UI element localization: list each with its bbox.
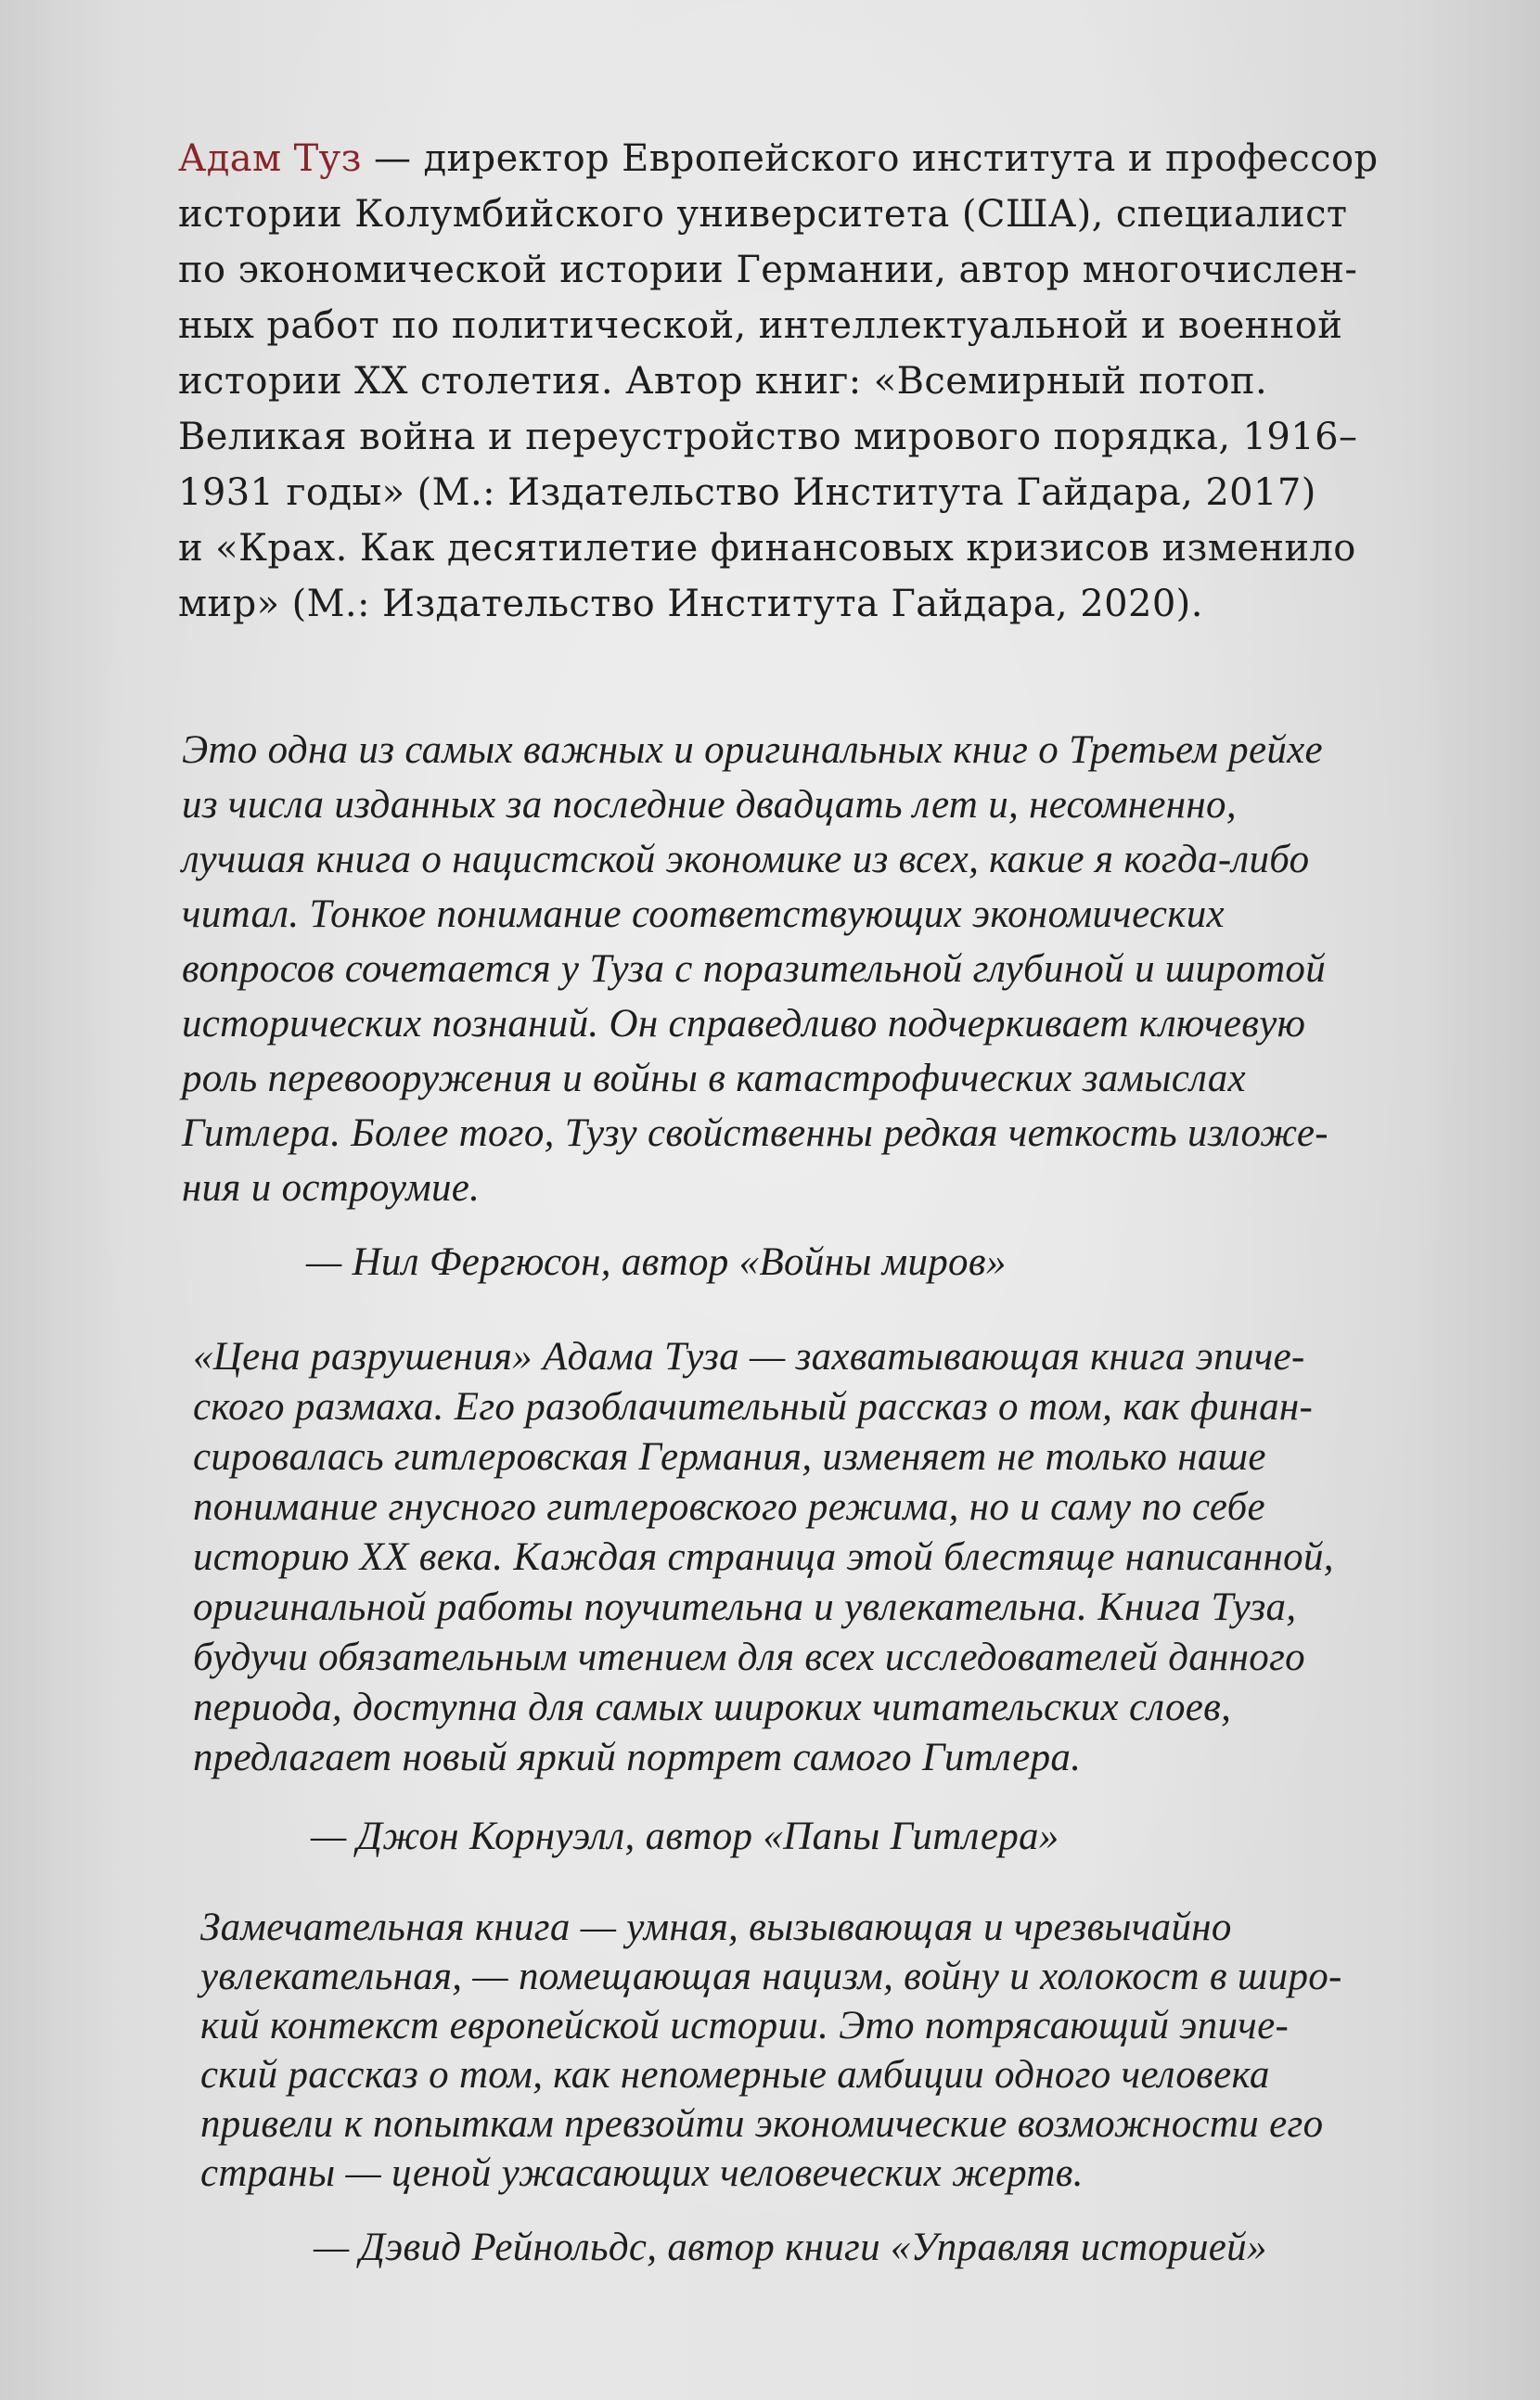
bio-line: ных работ по политической, интеллектуальной и военной <box>178 304 1343 347</box>
quote-line: Гитлера. Более того, Тузу свойственны редкая четкость изложе- <box>182 1111 1328 1155</box>
quote-line: Это одна из самых важных и оригинальных книг о Третьем рейхе <box>182 728 1323 772</box>
quote-line: увлекательная, — помещающая нацизм, войну и холокост в широ- <box>200 1955 1342 1998</box>
quote-attribution: — Дэвид Рейнольдс, автор книги «Управляя историей» <box>314 2226 1267 2269</box>
bio-line: 1931 годы» (М.: Издательство Института Гайдара, 2017) <box>178 471 1316 514</box>
quote-line: ния и остроумие. <box>182 1166 481 1210</box>
quote-line: предлагает новый яркий портрет самого Гитлера. <box>193 1736 1082 1779</box>
bio-line: по экономической истории Германии, автор многочислен- <box>178 249 1358 291</box>
author-name: Адам Туз <box>178 137 362 180</box>
quote-line: страны — ценой ужасающих человеческих жертв. <box>200 2151 1084 2195</box>
quote-line: роль перевооружения и войны в катастрофических замыслах <box>182 1057 1246 1100</box>
bio-line: истории XX столетия. Автор книг: «Всемирный потоп. <box>178 360 1268 403</box>
bio-first-line-text: — директор Европейского института и профессор <box>361 137 1379 180</box>
quote-line: лучшая книга о нацистской экономике из всех, какие я когда-либо <box>182 838 1310 881</box>
bio-line: мир» (М.: Издательство Института Гайдара, 2020). <box>178 583 1203 625</box>
quote-line: периода, доступна для самых широких читательских слоев, <box>193 1686 1232 1729</box>
bio-line: истории Колумбийского университета (США), специалист <box>178 193 1348 236</box>
quote-line: сировалась гитлеровская Германия, изменяет не только наше <box>193 1435 1266 1479</box>
quote-line: вопросов сочетается у Туза с поразительной глубиной и широтой <box>182 947 1327 991</box>
bio-line: Великая война и переустройство мирового порядка, 1916– <box>178 416 1358 458</box>
bio-line: и «Крах. Как десятилетие финансовых кризисов изменило <box>178 527 1356 570</box>
quote-line: историю XX века. Каждая страница этой блестяще написанной, <box>193 1535 1334 1579</box>
quote-line: понимание гнусного гитлеровского режима, но и саму по себе <box>193 1485 1265 1529</box>
quote-line: кий контекст европейской истории. Это потрясающий эпиче- <box>200 2004 1290 2047</box>
quote-line: исторических познаний. Он справедливо подчеркивает ключевую <box>182 1002 1306 1046</box>
quote-line: оригинальной работы поучительна и увлекательна. Книга Туза, <box>193 1585 1297 1629</box>
quote-attribution: — Нил Фергюсон, автор «Войны миров» <box>306 1240 1007 1284</box>
quote-line: привели к попыткам превзойти экономические возможности его <box>200 2102 1324 2146</box>
quote-attribution: — Джон Корнуэлл, автор «Папы Гитлера» <box>311 1815 1059 1858</box>
quote-line: из числа изданных за последние двадцать лет и, несомненно, <box>182 783 1237 827</box>
quote-line: читал. Тонкое понимание соответствующих экономических <box>182 892 1225 936</box>
quote-line: Замечательная книга — умная, вызывающая и чрезвычайно <box>200 1906 1232 1949</box>
quote-line: будучи обязательным чтением для всех исследователей данного <box>193 1636 1305 1679</box>
quote-line: ский рассказ о том, как непомерные амбиции одного человека <box>200 2053 1270 2097</box>
quote-line: ского размаха. Его разоблачительный рассказ о том, как финан- <box>193 1385 1314 1429</box>
quote-line: «Цена разрушения» Адама Туза — захватывающая книга эпиче- <box>193 1335 1305 1379</box>
bio-line <box>178 137 1378 180</box>
